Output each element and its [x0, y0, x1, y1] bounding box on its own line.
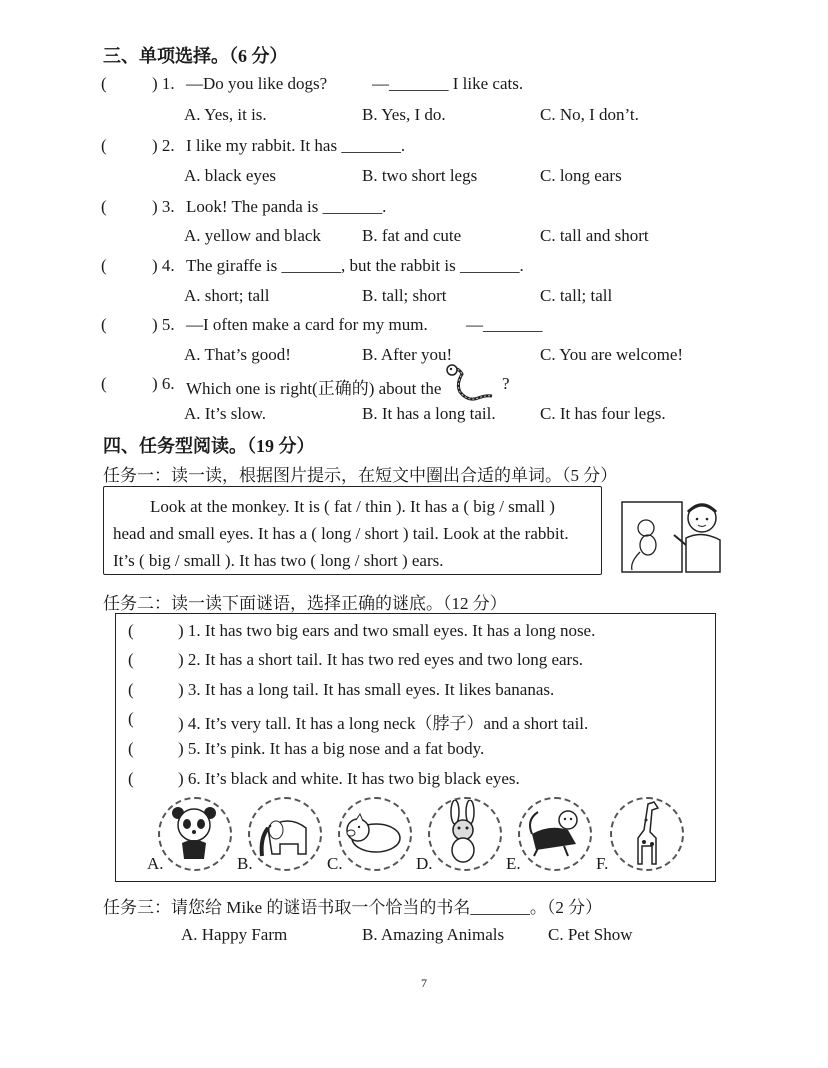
- option-c[interactable]: C. tall; tall: [540, 286, 613, 305]
- option-a[interactable]: A. yellow and black: [184, 226, 321, 245]
- answer-paren[interactable]: (: [128, 709, 134, 728]
- passage-line: head and small eyes. It has a ( long / short ) tail. Look at the rabbit.: [113, 524, 569, 543]
- option-b[interactable]: B. Yes, I do.: [362, 105, 446, 124]
- picture-label-f: F.: [596, 854, 609, 873]
- option-a[interactable]: A. black eyes: [184, 166, 277, 185]
- answer-paren[interactable]: (: [101, 74, 107, 93]
- boy-with-monkey-picture: [620, 490, 725, 575]
- task-3-instruction: 任务三：请您给 Mike 的谜语书取一个恰当的书名_______。（2 分）: [103, 898, 603, 917]
- section-4-heading: 四、任务型阅读。（19 分）: [103, 436, 315, 456]
- question-stem-2: —_______ I like cats.: [372, 74, 524, 93]
- option-c[interactable]: C. tall and short: [540, 226, 649, 245]
- option-a[interactable]: A. Happy Farm: [181, 925, 288, 944]
- option-a[interactable]: A. short; tall: [184, 286, 270, 305]
- question-stem: The giraffe is _______, but the rabbit is _______.: [186, 256, 524, 275]
- answer-paren[interactable]: (: [128, 621, 134, 640]
- question-number: ) 6.: [152, 374, 175, 393]
- riddle: ) 2. It has a short tail. It has two red eyes and two long ears.: [178, 650, 584, 669]
- option-a[interactable]: A. That’s good!: [184, 345, 291, 364]
- picture-label-c: C.: [327, 854, 343, 873]
- page-number: 7: [421, 976, 427, 990]
- answer-paren[interactable]: (: [128, 650, 134, 669]
- task-2-instruction: 任务二：读一读下面谜语，选择正确的谜底。（12 分）: [103, 594, 507, 613]
- option-a[interactable]: A. It’s slow.: [184, 404, 267, 423]
- answer-paren[interactable]: (: [128, 680, 134, 699]
- question-stem: Which one is right(正确的) about the: [186, 379, 442, 398]
- rabbit-icon: [440, 800, 486, 864]
- picture-label-e: E.: [506, 854, 521, 873]
- question-number: ) 2.: [152, 136, 175, 155]
- question-stem: —I often make a card for my mum.: [186, 315, 428, 334]
- option-c[interactable]: C. It has four legs.: [540, 404, 666, 423]
- question-stem: —Do you like dogs?: [186, 74, 328, 93]
- riddle: ) 3. It has a long tail. It has small eyes. It likes bananas.: [178, 680, 555, 699]
- answer-paren[interactable]: (: [128, 739, 134, 758]
- question-stem-2: —_______: [466, 315, 543, 334]
- option-c[interactable]: C. Pet Show: [548, 925, 633, 944]
- answer-paren[interactable]: (: [101, 256, 107, 275]
- answer-paren[interactable]: (: [101, 136, 107, 155]
- option-b[interactable]: B. After you!: [362, 345, 453, 364]
- answer-paren[interactable]: (: [101, 197, 107, 216]
- question-number: ) 5.: [152, 315, 175, 334]
- picture-label-a: A.: [147, 854, 164, 873]
- section-3-heading: 三、单项选择。（6 分）: [103, 46, 288, 66]
- elephant-icon: [254, 810, 314, 860]
- pig-icon: [342, 812, 406, 856]
- option-a[interactable]: A. Yes, it is.: [184, 105, 267, 124]
- answer-paren[interactable]: (: [128, 769, 134, 788]
- question-stem: I like my rabbit. It has _______.: [186, 136, 406, 155]
- passage-line: It’s ( big / small ). It has two ( long / short ) ears.: [113, 551, 444, 570]
- answer-paren[interactable]: (: [101, 374, 107, 393]
- riddle: ) 5. It’s pink. It has a big nose and a fat body.: [178, 739, 485, 758]
- snake-icon: [440, 364, 496, 404]
- question-stem: Look! The panda is _______.: [186, 197, 387, 216]
- giraffe-icon: [626, 800, 666, 866]
- option-b[interactable]: B. fat and cute: [362, 226, 462, 245]
- option-b[interactable]: B. It has a long tail.: [362, 404, 496, 423]
- option-b[interactable]: B. Amazing Animals: [362, 925, 505, 944]
- option-c[interactable]: C. No, I don’t.: [540, 105, 639, 124]
- passage-line: Look at the monkey. It is ( fat / thin ). It has a ( big / small ): [150, 497, 555, 516]
- question-number: ) 4.: [152, 256, 175, 275]
- question-stem-2: ?: [502, 374, 510, 393]
- option-c[interactable]: C. long ears: [540, 166, 622, 185]
- task-1-instruction: 任务一：读一读，根据图片提示，在短文中圈出合适的单词。（5 分）: [103, 466, 618, 485]
- question-number: ) 1.: [152, 74, 175, 93]
- riddle: ) 4. It’s very tall. It has a long neck（脖子）and a short tail.: [178, 714, 589, 733]
- option-b[interactable]: B. tall; short: [362, 286, 447, 305]
- picture-label-d: D.: [416, 854, 433, 873]
- answer-paren[interactable]: (: [101, 315, 107, 334]
- riddle: ) 1. It has two big ears and two small eyes. It has a long nose.: [178, 621, 596, 640]
- question-number: ) 3.: [152, 197, 175, 216]
- riddle: ) 6. It’s black and white. It has two big black eyes.: [178, 769, 520, 788]
- option-b[interactable]: B. two short legs: [362, 166, 478, 185]
- monkey-icon: [524, 806, 586, 860]
- picture-label-b: B.: [237, 854, 253, 873]
- option-c[interactable]: C. You are welcome!: [540, 345, 684, 364]
- panda-icon: [168, 805, 220, 861]
